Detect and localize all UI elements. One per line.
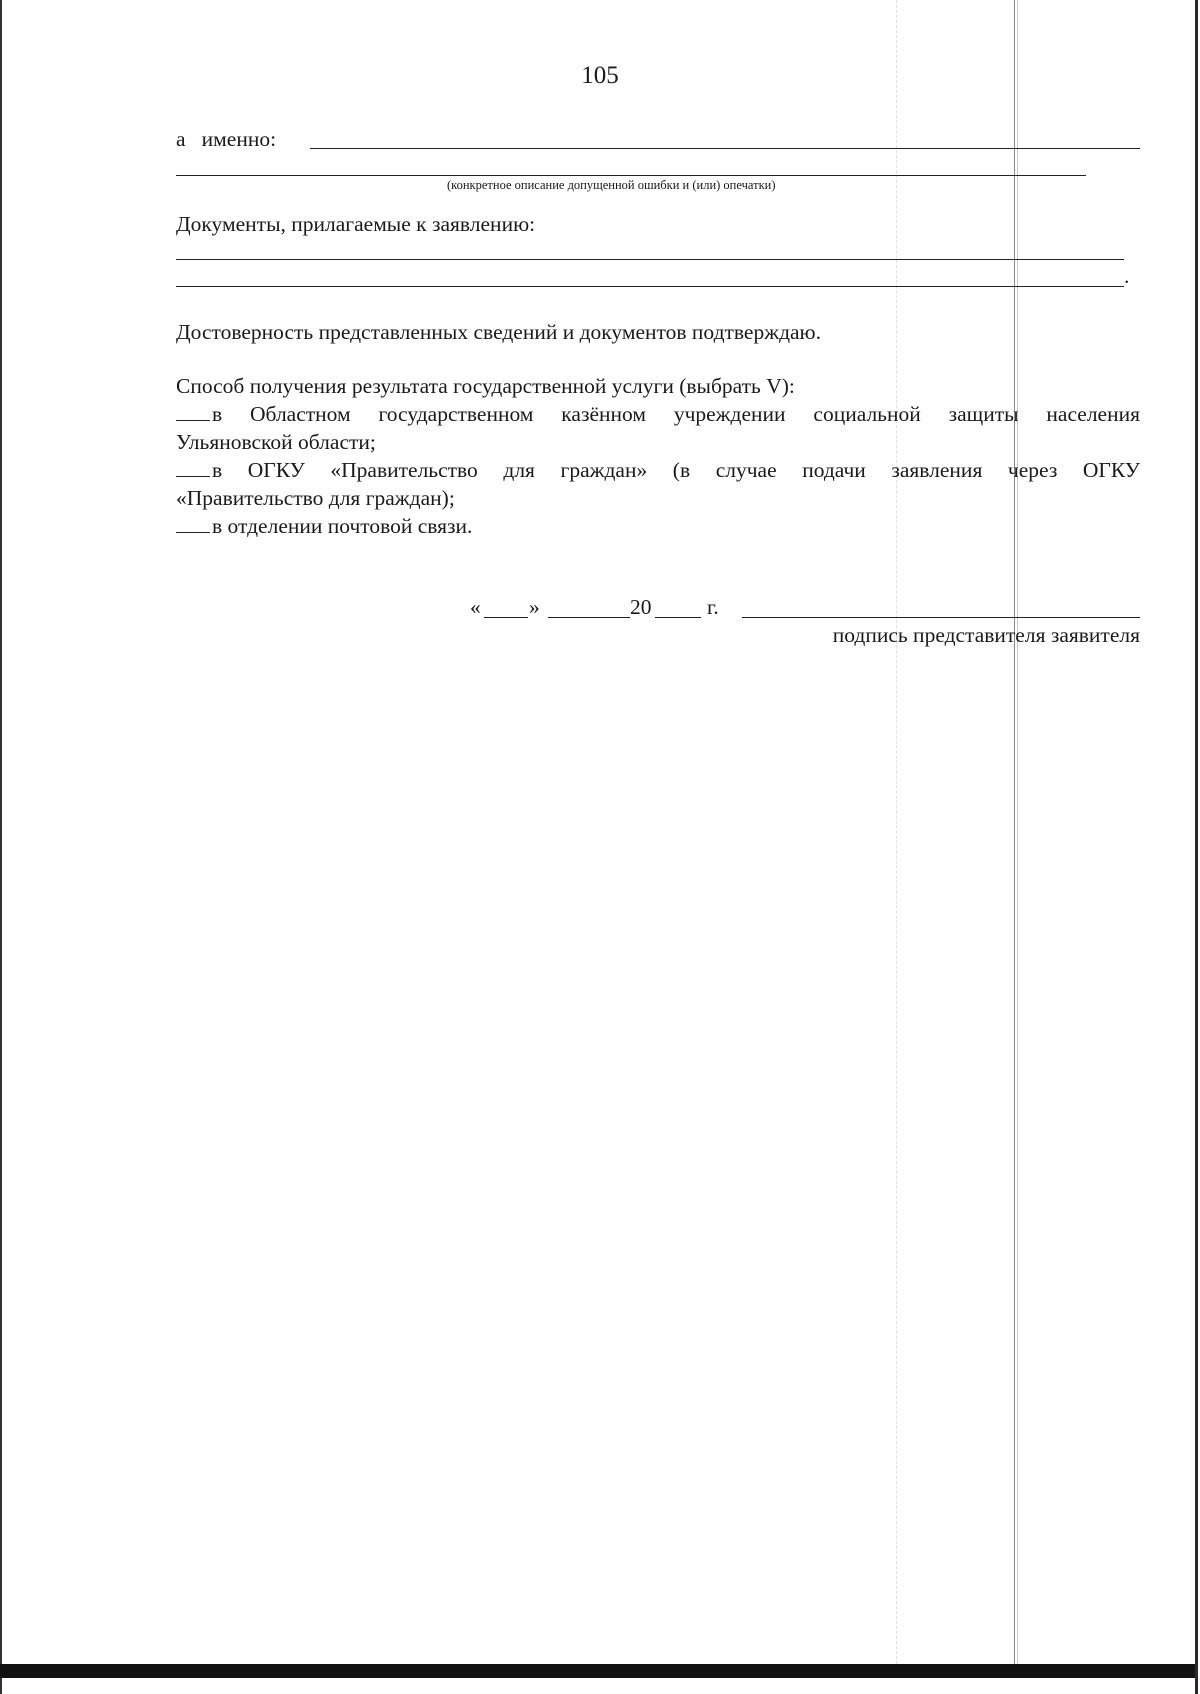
option-post-office — [176, 512, 472, 540]
scan-edge-right — [1195, 0, 1198, 1694]
signature-caption: подпись представителя заявителя — [832, 623, 1140, 647]
scan-bottom-bar — [0, 1664, 1195, 1678]
scan-fold-line — [896, 0, 897, 1664]
date-day-blank[interactable] — [484, 617, 528, 618]
documents-line — [176, 259, 1124, 260]
method-heading: Способ получения результата государственной услуги (выбрать V): — [176, 374, 795, 398]
checkbox-blank[interactable] — [176, 458, 210, 477]
date-month-blank[interactable] — [548, 617, 630, 618]
error-description-caption: (конкретное описание допущенной ошибки и (или) опечатки) — [447, 178, 776, 192]
documents-line — [176, 286, 1124, 287]
scan-edge-left — [0, 0, 2, 1694]
date-year-prefix: 20 — [630, 595, 652, 619]
option-ulyanovsk-social — [176, 400, 1140, 428]
option-text-continued: «Правительство для граждан); — [176, 486, 455, 510]
date-open-quote: « — [470, 595, 481, 619]
scan-fold-line — [1017, 0, 1018, 1664]
checkbox-blank[interactable] — [176, 402, 210, 421]
signature-line[interactable] — [742, 617, 1140, 618]
date-year-blank[interactable] — [655, 617, 701, 618]
page-number: 105 — [581, 62, 619, 89]
error-description-line — [310, 148, 1140, 149]
date-year-suffix: г. — [707, 595, 719, 619]
option-text-continued: Ульяновской области; — [176, 430, 376, 454]
documents-end-dot: . — [1124, 264, 1130, 288]
checkbox-blank[interactable] — [176, 514, 210, 533]
scan-fold-line — [1014, 0, 1015, 1664]
confirmation-text: Достоверность представленных сведений и документов подтверждаю. — [176, 320, 821, 344]
namely-label: а именно: — [176, 127, 277, 151]
option-text: в ОГКУ «Правительство для граждан» (в случае подачи заявления через ОГКУ — [212, 458, 1140, 482]
option-text: в отделении почтовой связи. — [212, 514, 473, 538]
date-close-quote: » — [529, 595, 540, 619]
option-text: в Областном государственном казённом учреждении социальной защиты населения — [212, 402, 1140, 426]
documents-label: Документы, прилагаемые к заявлению: — [176, 212, 536, 236]
error-description-line — [176, 175, 1086, 176]
option-ogku — [176, 456, 1140, 484]
